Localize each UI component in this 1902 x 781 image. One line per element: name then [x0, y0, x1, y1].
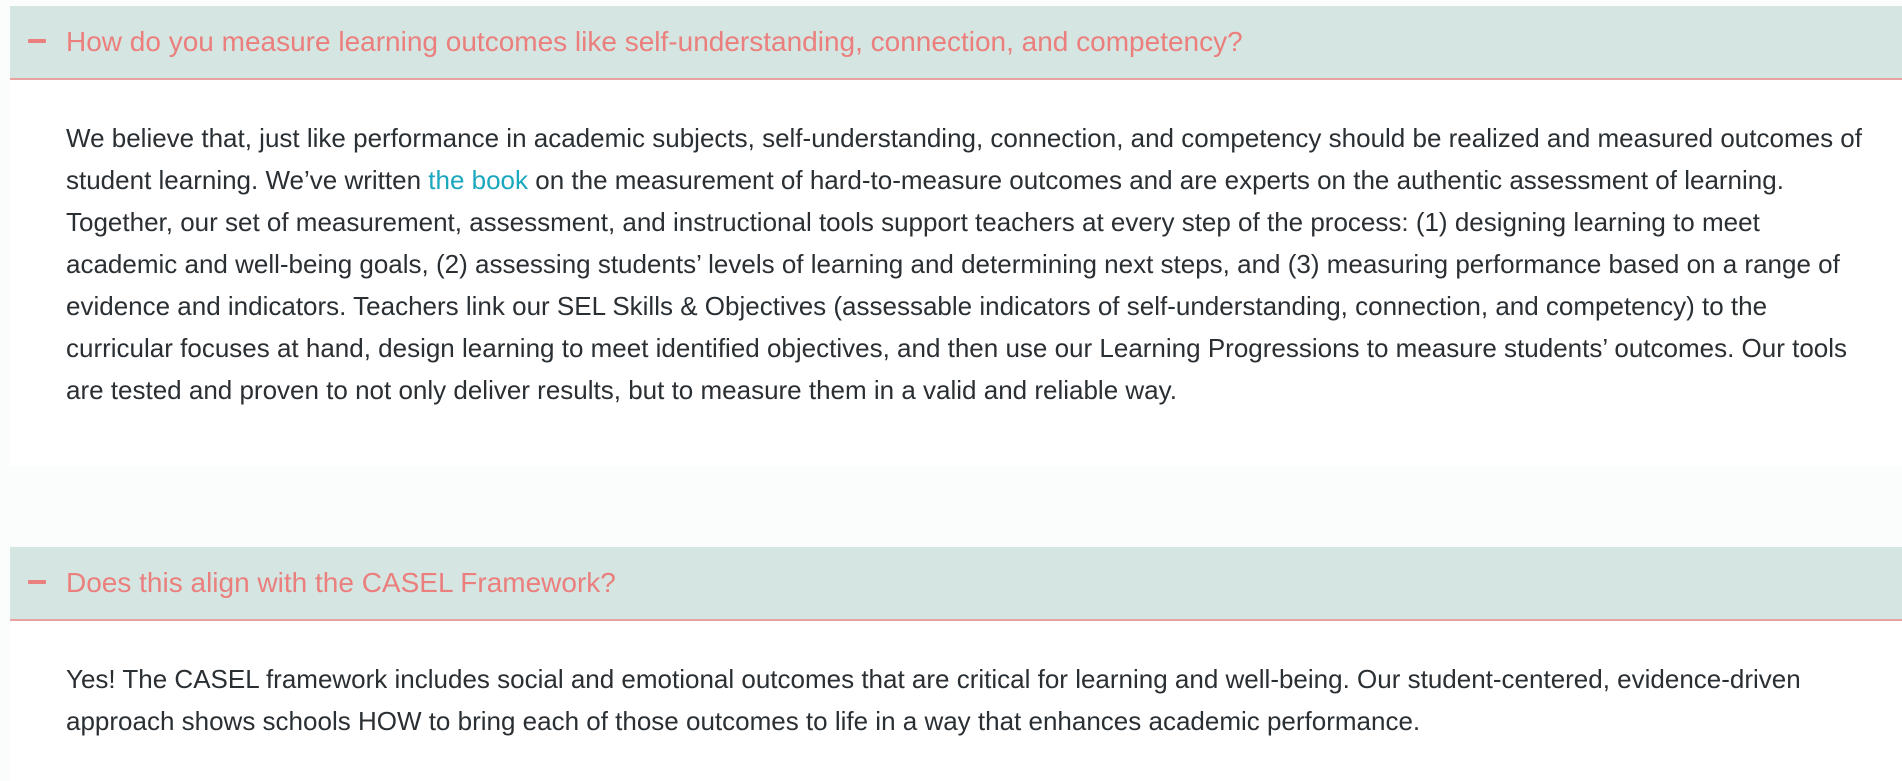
minus-icon[interactable] — [28, 580, 46, 584]
minus-icon[interactable] — [28, 39, 46, 43]
faq-item-measure-outcomes — [0, 6, 1902, 466]
faq-answer — [66, 117, 1866, 411]
faq-answer-panel — [10, 621, 1902, 781]
faq-answer-panel — [10, 80, 1902, 466]
the-book-link[interactable]: the book — [428, 165, 529, 195]
faq-item-casel — [0, 547, 1902, 781]
answer-text-part: on the measurement of hard-to-measure outcomes and are experts on the authentic assessment of learning. Together, our set of measurement, assessment, and instructional tools support teachers at every step of the process: (1) designing learning to meet academic and well-being goals, (2) assessing students’ levels of learning and determining next steps, and (3) measuring performance based on a range of evidence and indicators. Teachers link our SEL Skills & Objectives (assessable indicators of self-understanding, connection, and competency) to the curricular focuses at hand, design learning to meet identified objectives, and then use our Learning Progressions to measure students’ outcomes. Our tools are tested and proven to not only deliver results, but to measure them in a valid and reliable way. — [66, 165, 1848, 405]
faq-answer: Yes! The CASEL framework includes social and emotional outcomes that are critical for learning and well-being. Our student-centered, evidence-driven approach shows schools HOW to bring each of those outcomes to life in a way that enhances academic performance. — [66, 664, 1801, 736]
faq-question: How do you measure learning outcomes like self-understanding, connection, and competency? — [66, 26, 1243, 57]
answer-text-part: We believe that, just like performance in academic subjects, self-understanding, connection, and competency should be realized and measured outcomes of student learning. We’ve written — [66, 123, 1862, 195]
faq-toggle-header[interactable] — [10, 547, 1902, 621]
faq-question: Does this align with the CASEL Framework? — [66, 567, 616, 598]
faq-toggle-header[interactable] — [10, 6, 1902, 80]
